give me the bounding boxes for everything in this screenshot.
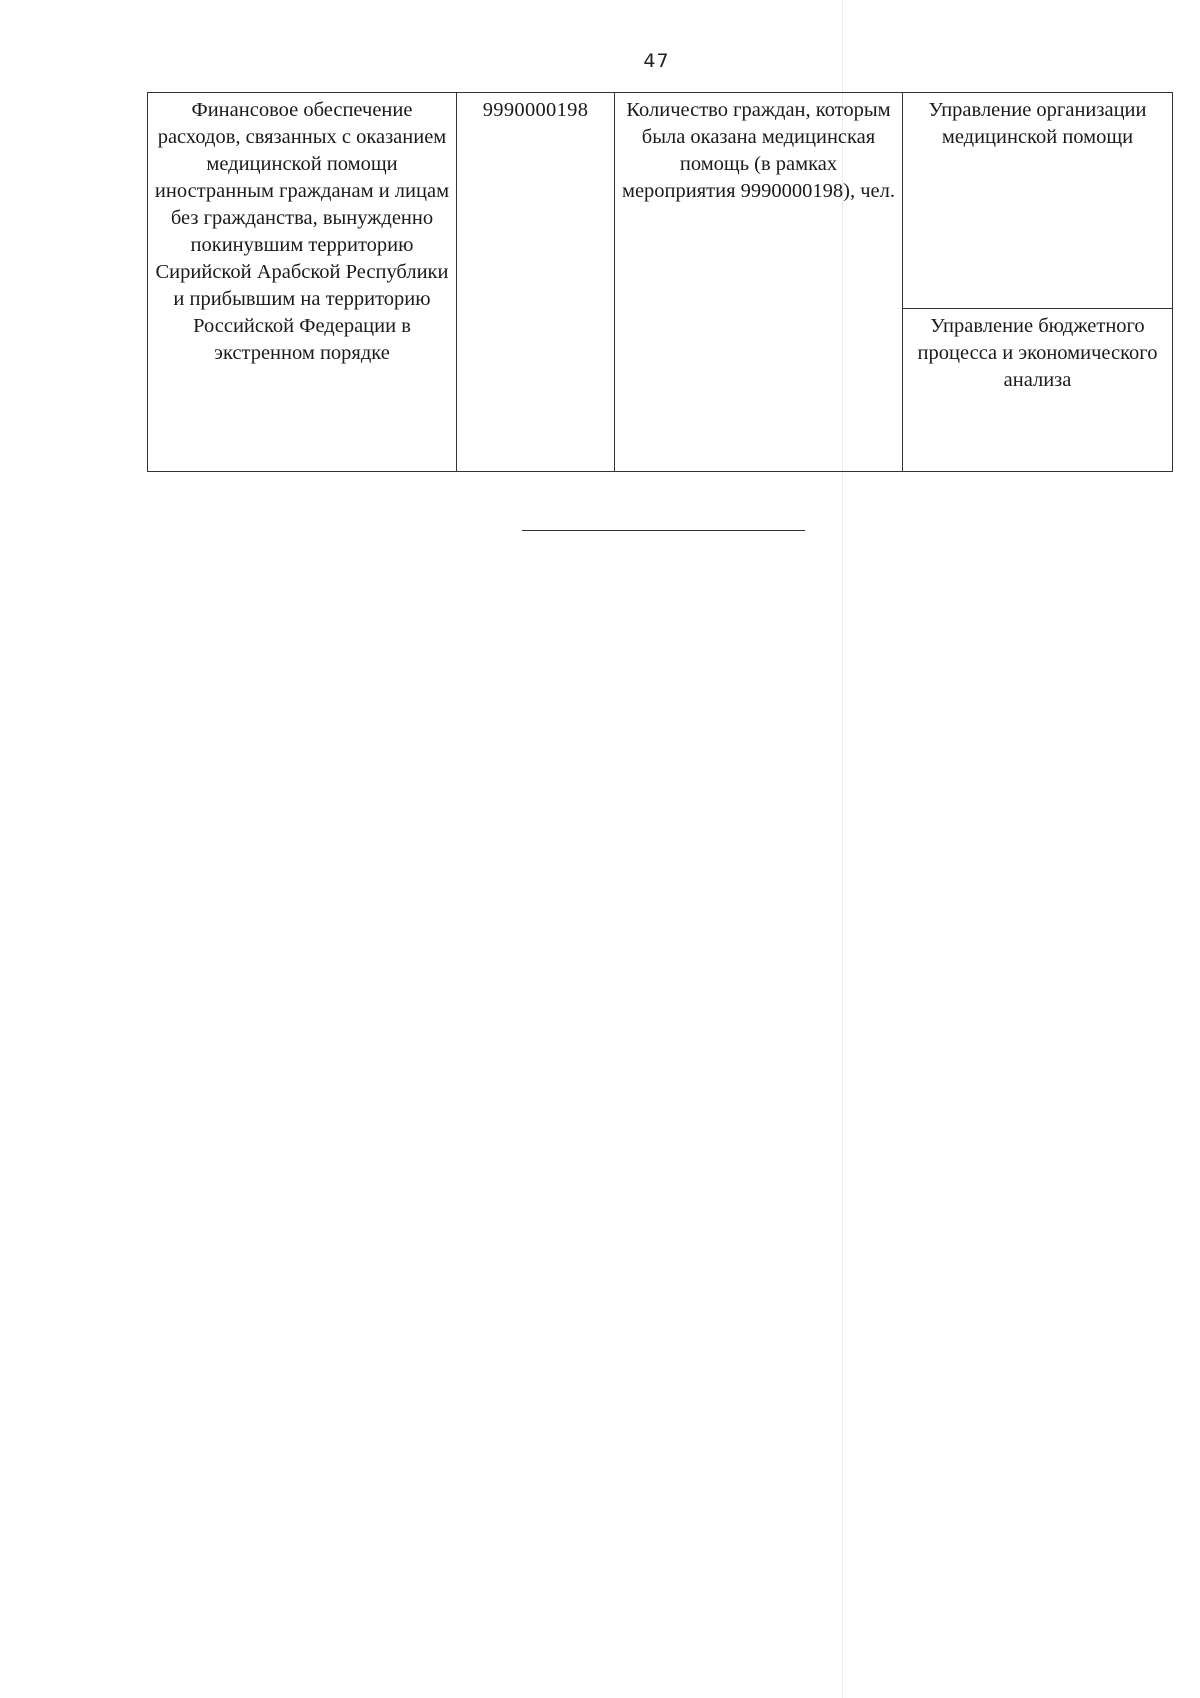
end-of-document-line (522, 530, 805, 531)
indicator-cell: Количество граждан, которым была оказана медицинская помощь (в рамках мероприятия 9990000198), чел. (615, 93, 903, 472)
activity-name-cell: Финансовое обеспечение расходов, связанных с оказанием медицинской помощи иностранным гражданам и лицам без гражданства, вынужденно покинувшим территорию Сирийской Арабской Республики и прибывшим на территорию Российской Федерации в экстренном порядке (148, 93, 457, 472)
page-number: 47 (643, 50, 670, 72)
responsible-department-cell: Управление бюджетного процесса и экономического анализа (903, 309, 1173, 472)
table-row (148, 93, 1173, 309)
activity-code-cell: 9990000198 (457, 93, 615, 472)
responsible-department-cell: Управление организации медицинской помощи (903, 93, 1173, 309)
activity-table (147, 92, 1173, 472)
